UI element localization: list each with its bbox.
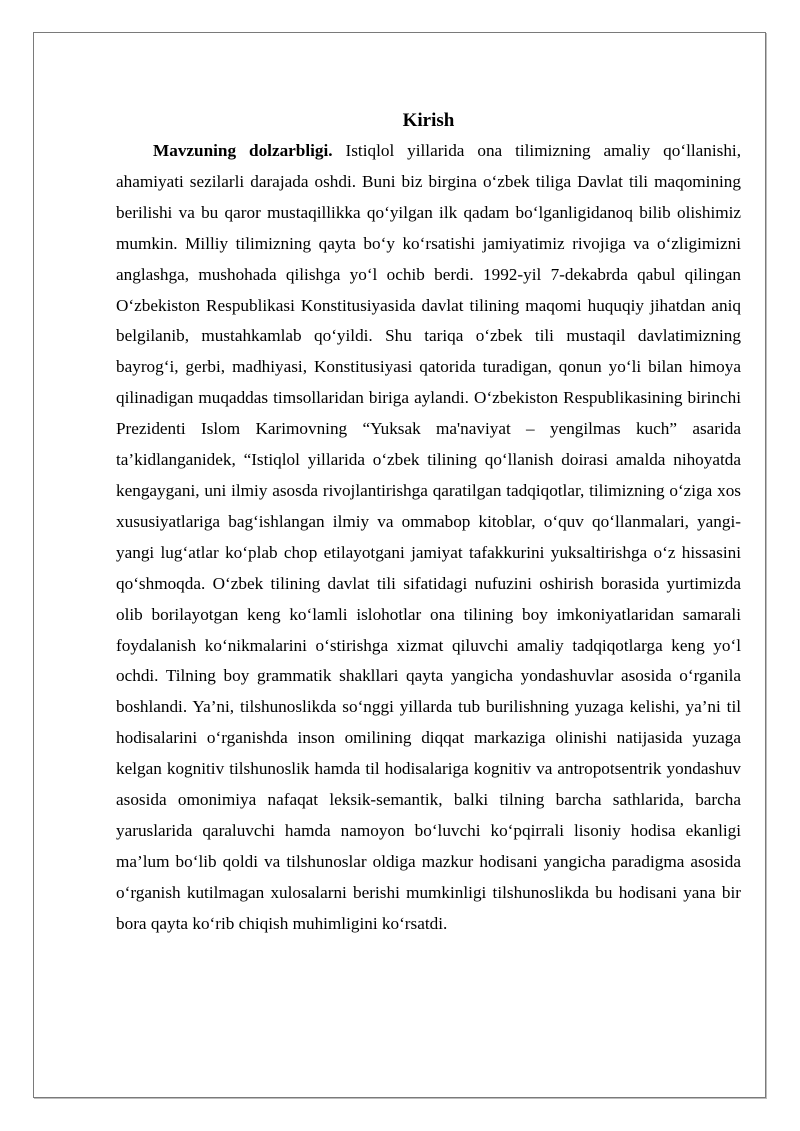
lead-in-heading: Mavzuning dolzarbligi. [153,141,333,160]
page-title: Kirish [402,110,455,131]
document-body [116,106,741,940]
body-paragraph [116,136,741,940]
paragraph-text: Istiqlol yillarida ona tilimizning amaliy qo‘llanishi, ahamiyati sezilarli darajada oshdi. Buni biz birgina o‘zbek tiliga Davlat tili maqomining berilishi va bu qaror mustaqillikka qo‘yilgan ilk qadam bo‘lganligidanoq bilib olishimiz mumkin. Milliy tilimizning qayta bo‘y ko‘rsatishi jamiyatimiz rivojiga va o‘zligimizni anglashga, mushohada qilishga yo‘l ochib berdi. 1992-yil 7-dekabrda qabul qilingan O‘zbekiston Respublikasi Konstitusiyasida davlat tilining maqomi huquqiy jihatdan aniq belgilanib, mustahkamlab qo‘yildi. Shu tariqa o‘zbek tili mustaqil davlatimizning bayrog‘i, gerbi, madhiyasi, Konstitusiyasi qatorida turadigan, qonun yo‘li bilan himoya qilinadigan muqaddas timsollaridan biriga aylandi. O‘zbekiston Respublikasining birinchi Prezidenti Islom Karimovning “Yuksak ma'naviyat – yengilmas kuch” asarida ta’kidlanganidek, “Istiqlol yillarida o‘zbek tilining qo‘llanish doirasi amalda nihoyatda kengaygani, uni ilmiy asosda rivojlantirishga qaratilgan tadqiqotlar, tilimizning o‘ziga xos xususiyatlariga bag‘ishlangan ilmiy va ommabop kitoblar, o‘quv qo‘llanmalari, yangi-yangi lug‘atlar ko‘plab chop etilayotgani jamiyat tafakkurini yuksaltirishga o‘z hissasini qo‘shmoqda. O‘zbek tilining davlat tili sifatidagi nufuzini oshirish borasida yurtimizda olib borilayotgan keng ko‘lamli islohotlar ona tilining boy imkoniyatlaridan samarali foydalanish ko‘nikmalarini o‘stirishga xizmat qiluvchi amaliy tadqiqotlarga keng yo‘l ochdi. Tilning boy grammatik shakllari qayta yangicha yondashuvlar asosida o‘rganila boshlandi. Ya’ni, tilshunoslikda so‘nggi yillarda tub burilishning yuzaga kelishi, ya’ni til hodisalarini o‘rganishda inson omilining diqqat markaziga olinishi natijasida yuzaga kelgan kognitiv tilshunoslik hamda til hodisalariga kognitiv va antropotsentrik yondashuv asosida omonimiya nafaqat leksik-semantik, balki tilning barcha sathlarida, barcha yaruslarida qaraluvchi hamda namoyon bo‘luvchi ko‘pqirrali lisoniy hodisa ekanligi ma’lum bo‘lib qoldi va tilshunoslar oldiga mazkur hodisani yangicha paradigma asosida o‘rganish kutilmagan xulosalarni berishi mumkinligi tilshunoslikda bu hodisani yana bir bora qayta ko‘rib chiqish muhimligini ko‘rsatdi. [116,141,741,933]
